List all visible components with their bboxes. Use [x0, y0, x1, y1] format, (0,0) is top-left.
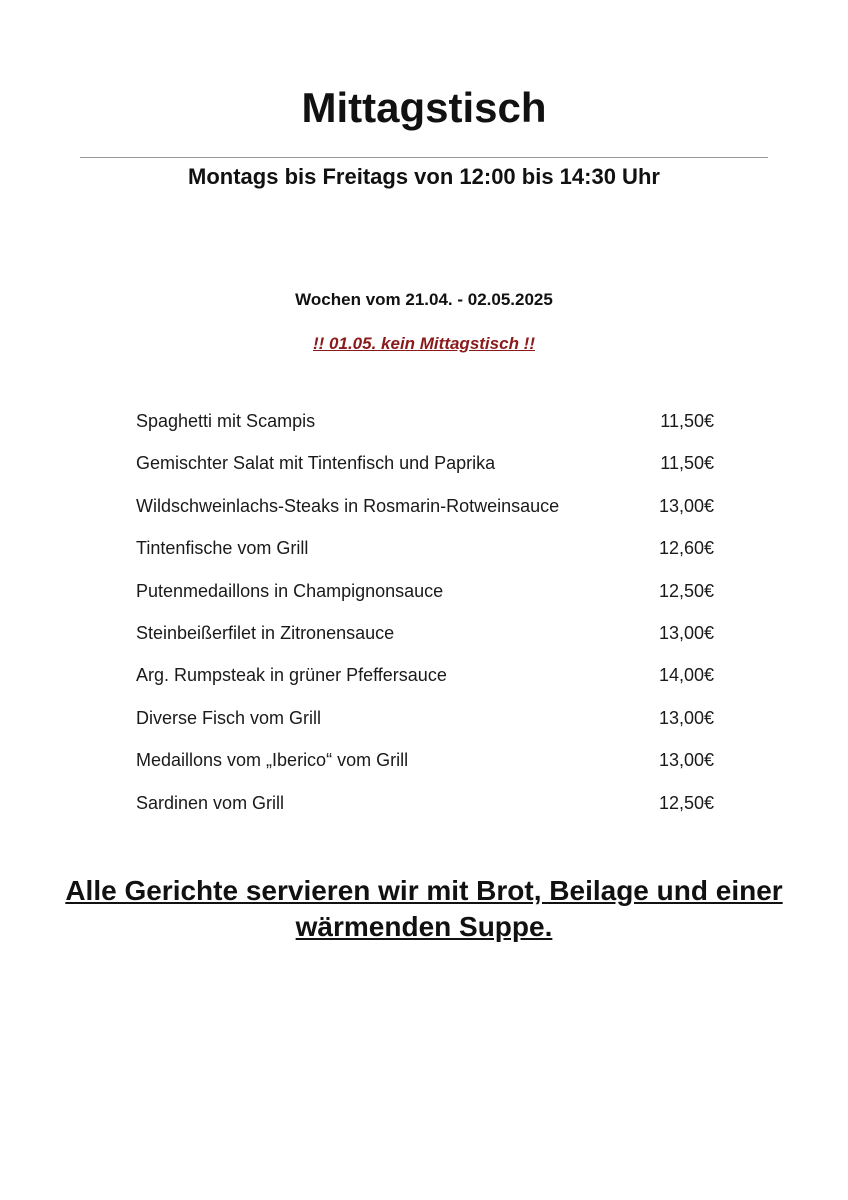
page-title: Mittagstisch — [301, 84, 547, 131]
menu-item — [136, 577, 714, 619]
dish-price: 13,00€ — [658, 750, 714, 771]
dish-price: 12,50€ — [658, 580, 714, 601]
menu-item — [136, 661, 714, 703]
dish-name: Diverse Fisch vom Grill — [136, 707, 322, 728]
dish-name: Medaillons vom „Iberico“ vom Grill — [136, 750, 409, 771]
footer-note: Alle Gerichte servieren wir mit Brot, Beilage und einer wärmenden Suppe. — [65, 875, 783, 942]
dish-name: Wildschweinlachs-Steaks in Rosmarin-Rotweinsauce — [136, 495, 560, 516]
title-divider — [80, 157, 768, 158]
menu-item — [136, 746, 714, 788]
dish-name: Arg. Rumpsteak in grüner Pfeffersauce — [136, 665, 447, 686]
menu-item — [136, 492, 714, 534]
dish-name: Gemischter Salat mit Tintenfisch und Paprika — [136, 453, 496, 474]
menu-list — [136, 407, 714, 831]
dish-name: Steinbeißerfilet in Zitronensauce — [136, 622, 395, 643]
menu-item — [136, 619, 714, 661]
dish-price: 11,50€ — [660, 411, 714, 431]
dish-name: Tintenfische vom Grill — [136, 538, 309, 559]
dish-price: 13,00€ — [658, 622, 714, 643]
menu-item — [136, 449, 714, 491]
menu-item — [136, 534, 714, 576]
opening-hours: Montags bis Freitags von 12:00 bis 14:30 Uhr — [188, 164, 660, 189]
dish-price: 12,60€ — [658, 538, 714, 559]
dish-price: 13,00€ — [658, 495, 714, 516]
week-range: Wochen vom 21.04. - 02.05.2025 — [295, 290, 553, 309]
dish-price: 13,00€ — [658, 707, 714, 728]
dish-name: Putenmedaillons in Champignonsauce — [136, 580, 444, 601]
dish-price: 14,00€ — [658, 665, 714, 686]
menu-item — [136, 789, 714, 831]
dish-name: Sardinen vom Grill — [136, 792, 285, 813]
menu-item — [136, 407, 714, 449]
menu-item — [136, 704, 714, 746]
holiday-notice: !! 01.05. kein Mittagstisch !! — [313, 334, 535, 353]
dish-price: 12,50€ — [658, 792, 714, 813]
dish-name: Spaghetti mit Scampis — [136, 411, 316, 431]
dish-price: 11,50€ — [660, 453, 714, 474]
